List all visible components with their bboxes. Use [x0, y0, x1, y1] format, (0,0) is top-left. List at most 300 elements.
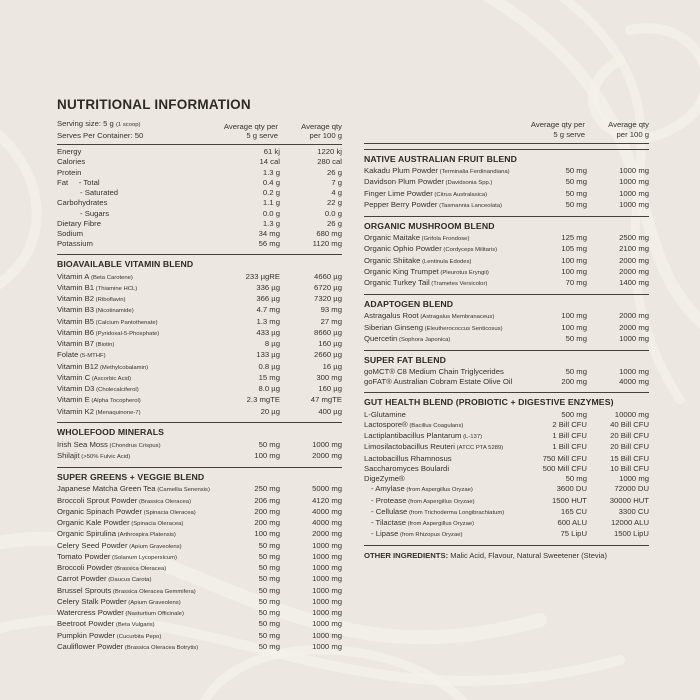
- table-row: [57, 294, 342, 305]
- table-row: [364, 518, 649, 529]
- ingredient-latin-name: (from Aspergillus Oryzae): [406, 498, 475, 505]
- qty-per-100g: 300 mg: [316, 372, 342, 382]
- ingredient-name: Broccoli Powder (Brassica Oleracea): [57, 563, 167, 573]
- ingredient-name: Organic Ophio Powder (Cordyceps Militaris): [364, 244, 498, 254]
- other-ingredients-list: Malic Acid, Flavour, Natural Sweetener (Stevia): [448, 551, 607, 560]
- qty-per-serve: 75 LipU: [560, 529, 587, 539]
- ingredient-name: Limosilactobacillus Reuteri (ATCC PTA 5289): [364, 442, 504, 452]
- ingredient-name: Tomato Powder (Solanum Lycopersicum): [57, 551, 177, 561]
- qty-per-serve: 125 mg: [561, 233, 587, 242]
- right-sections: [364, 149, 649, 541]
- ingredient-name: DigeZyme®: [364, 474, 405, 483]
- qty-per-serve: 1 Bill CFU: [552, 431, 587, 440]
- serving-size-line: Serving size: 5 g (1 scoop): [57, 119, 141, 128]
- qty-per-100g: 160 µg: [318, 384, 342, 394]
- ingredient-latin-name: (Pyridoxal-5-Phosphate): [94, 330, 160, 337]
- ingredient-name: Kakadu Plum Powder (Terminalia Ferdinandiana): [364, 166, 510, 175]
- section-wholefood-minerals: [57, 422, 342, 462]
- qty-per-100g: 4000 mg: [619, 377, 649, 387]
- section-native-australian-fruit-blend: [364, 149, 649, 212]
- ingredient-latin-name: (Biotin): [94, 342, 115, 349]
- ingredient-name: Pumpkin Powder (Cucurbita Pepo): [57, 630, 162, 640]
- ingredient-name: Organic King Trumpet (Pleurotus Eryngii): [364, 266, 489, 276]
- ingredient-name: Lactobacillus Rhamnosus: [364, 453, 452, 463]
- ingredient-name: Fat - Total: [57, 177, 100, 187]
- qty-per-serve: 233 µgRE: [245, 271, 280, 281]
- qty-per-100g: 1000 mg: [619, 177, 649, 187]
- ingredient-name: Vitamin B1 (Thiamine HCL): [57, 282, 138, 292]
- qty-per-serve: 50 mg: [258, 608, 280, 618]
- table-row: [57, 574, 342, 585]
- qty-per-100g: 26 g: [327, 218, 342, 228]
- qty-per-100g: 16 µg: [322, 361, 342, 371]
- serves-per-container-line: Serves Per Container: 50: [57, 130, 144, 140]
- qty-per-100g-header: Average qty per 100 g: [301, 121, 342, 141]
- ingredient-latin-name: (Apium Graveolens): [127, 543, 182, 550]
- section-header: ADAPTOGEN BLEND: [364, 298, 454, 309]
- qty-per-100g: 1000 mg: [312, 619, 342, 629]
- ingredient-name: Celery Stalk Powder (Apium Graveolens): [57, 596, 181, 606]
- table-row: [57, 328, 342, 339]
- qty-per-serve: 100 mg: [561, 322, 587, 332]
- ingredient-latin-name: (from Trichoderma Longibrachiatum): [407, 509, 505, 516]
- ingredient-latin-name: (Davidsonia Spp.): [443, 180, 493, 187]
- qty-per-100g: 7320 µg: [314, 294, 342, 304]
- section-super-fat-blend: [364, 350, 649, 388]
- table-row: [364, 367, 649, 377]
- qty-per-serve: 1.3 mg: [256, 316, 280, 326]
- ingredient-latin-name: (Tasmannia Lanceolata): [437, 202, 503, 209]
- ingredient-latin-name: (Astragalus Membranaceus): [418, 314, 495, 321]
- ingredient-name: Organic Spirulina (Arthrospira Platensis): [57, 529, 176, 539]
- table-row: [364, 267, 649, 278]
- qty-per-100g: 0.0 g: [324, 208, 342, 218]
- ingredient-name: Carrot Powder (Daucus Carota): [57, 574, 152, 584]
- ingredient-name: Organic Kale Powder (Spinacia Oleracea): [57, 518, 184, 528]
- table-row: [57, 631, 342, 642]
- ingredient-latin-name: (ATCC PTA 5289): [455, 445, 504, 452]
- qty-per-serve: 1500 HUT: [551, 495, 587, 505]
- ingredient-latin-name: (Spinacia Oleracea): [129, 521, 184, 528]
- table-row: [57, 395, 342, 406]
- qty-per-100g: 160 µg: [318, 339, 342, 349]
- qty-per-100g: 22 g: [327, 198, 342, 208]
- ingredient-latin-name: (Spinacia Oleracea): [142, 509, 196, 516]
- table-row: [364, 529, 649, 540]
- table-row: [364, 474, 649, 484]
- qty-per-serve: 50 mg: [565, 199, 587, 209]
- qty-per-serve: 50 mg: [258, 551, 280, 561]
- ingredient-name: Lactospore® (Bacillus Coagulans): [364, 419, 464, 429]
- table-row: [57, 586, 342, 597]
- qty-per-100g: 1000 mg: [312, 540, 342, 550]
- section-gut-health-blend-probiotic-digestive-enzymes: [364, 392, 649, 541]
- qty-per-100g: 40 Bill CFU: [610, 419, 649, 429]
- ingredient-name: Celery Seed Powder (Apium Graveolens): [57, 540, 182, 550]
- ingredient-latin-name: (Apium Graveolens): [126, 599, 181, 606]
- other-ingredients-line: [364, 551, 649, 560]
- ingredient-latin-name: (Chondrus Crispus): [107, 442, 161, 449]
- ingredient-name: - Cellulase (from Trichoderma Longibrachiatum): [371, 506, 505, 516]
- table-row: [57, 642, 342, 653]
- section-super-greens-veggie-blend: [57, 467, 342, 653]
- table-row: [57, 219, 342, 229]
- qty-per-100g: 4000 mg: [312, 518, 342, 528]
- table-row: [364, 484, 649, 495]
- ingredient-latin-name: (Ascorbic Acid): [90, 375, 132, 382]
- ingredient-latin-name: (Camellia Senensis): [155, 487, 210, 494]
- qty-per-100g: 72000 DU: [614, 484, 649, 494]
- table-row: [57, 484, 342, 495]
- section-header: GUT HEALTH BLEND (PROBIOTIC + DIGESTIVE ENZYMES): [364, 397, 614, 407]
- serving-info: [57, 119, 214, 141]
- qty-per-serve: 100 mg: [561, 255, 587, 265]
- qty-per-serve: 366 µg: [256, 294, 280, 304]
- qty-per-100g: 1000 mg: [619, 367, 649, 376]
- ingredient-name: Vitamin E (Alpha Tocopherol): [57, 395, 141, 405]
- ingredient-latin-name: (Cordyceps Militaris): [441, 247, 498, 254]
- qty-per-100g: 4000 mg: [312, 506, 342, 516]
- table-row: [57, 440, 342, 451]
- qty-per-serve-header: Average qty per 5 g serve: [223, 121, 278, 141]
- table-row: [364, 410, 649, 420]
- table-row: [57, 178, 342, 188]
- table-row: [364, 496, 649, 507]
- ingredient-latin-name: (Bacillus Coagulans): [407, 422, 464, 429]
- qty-per-serve: 1.3 g: [262, 218, 280, 228]
- section-organic-mushroom-blend: [364, 216, 649, 290]
- ingredient-latin-name: (Citrus Australasica): [432, 191, 488, 198]
- qty-per-100g: 10 Bill CFU: [610, 463, 649, 473]
- qty-per-serve: 100 mg: [254, 451, 280, 461]
- table-row: [364, 256, 649, 267]
- ingredient-name: Brussel Sprouts (Brassica Oleracea Gemmifera): [57, 585, 196, 595]
- qty-per-serve: 61 kj: [263, 147, 280, 157]
- qty-per-100g: 4660 µg: [314, 271, 342, 281]
- table-row: [364, 431, 649, 442]
- table-row: [57, 563, 342, 574]
- qty-per-100g: 400 µg: [318, 406, 342, 416]
- right-column-header: [364, 119, 649, 144]
- ingredient-name: - Lipase (from Rhizopus Oryzae): [371, 529, 463, 539]
- qty-per-100g: 2000 mg: [619, 322, 649, 332]
- qty-per-serve: 3600 DU: [556, 484, 587, 494]
- qty-per-serve: 20 µg: [260, 406, 280, 416]
- ingredient-name: goMCT® C8 Medium Chain Triglycerides: [364, 367, 504, 376]
- ingredient-name: Siberian Ginseng (Eleutherococcus Senticosus): [364, 322, 503, 332]
- qty-per-serve: 1.1 g: [262, 198, 280, 208]
- ingredient-latin-name: (Lentinula Edodes): [420, 258, 472, 265]
- table-row: [364, 442, 649, 453]
- ingredient-name: Vitamin A (Beta Carotene): [57, 271, 133, 281]
- ingredient-name: Beetroot Powder (Beta Vulgaris): [57, 619, 155, 629]
- qty-per-100g: 2660 µg: [314, 350, 342, 360]
- qty-per-100g: 1220 kj: [317, 147, 342, 157]
- qty-per-serve: 15 mg: [258, 372, 280, 382]
- qty-per-100g: 2000 mg: [619, 266, 649, 276]
- table-row: [364, 200, 649, 211]
- qty-per-serve: 50 mg: [258, 563, 280, 573]
- table-row: [364, 420, 649, 431]
- ingredient-name: Organic Shiitake (Lentinula Edodes): [364, 255, 472, 265]
- qty-per-serve: 50 mg: [565, 177, 587, 187]
- qty-per-100g: 20 Bill CFU: [610, 442, 649, 452]
- qty-per-100g: 1000 mg: [619, 199, 649, 209]
- qty-per-100g: 680 mg: [316, 229, 342, 239]
- ingredient-name: Cauliflower Powder (Brassica Oleracea Botrytis): [57, 641, 199, 651]
- ingredient-latin-name: (Nasturtium Officinale): [123, 611, 184, 618]
- qty-per-100g: 1000 mg: [312, 630, 342, 640]
- nutrition-panel: [57, 97, 649, 653]
- table-row: [57, 209, 342, 219]
- ingredient-name: Vitamin B12 (Methylcobalamin): [57, 361, 149, 371]
- qty-per-serve: 50 mg: [258, 619, 280, 629]
- table-row: [364, 377, 649, 387]
- section-header: NATIVE AUSTRALIAN FRUIT BLEND: [364, 153, 517, 164]
- qty-per-100g: 8660 µg: [314, 327, 342, 337]
- table-row: [57, 188, 342, 198]
- ingredient-latin-name: (L-137): [461, 434, 483, 440]
- ingredient-latin-name: (from Aspergillus Oryzae): [404, 487, 473, 494]
- qty-per-serve: 50 mg: [258, 596, 280, 606]
- section-header: ORGANIC MUSHROOM BLEND: [364, 220, 495, 231]
- qty-per-serve: 8.0 µg: [258, 384, 280, 394]
- table-row: [364, 166, 649, 177]
- ingredient-name: Energy: [57, 147, 82, 157]
- qty-per-serve: 165 CU: [560, 506, 587, 516]
- qty-per-100g: 1000 mg: [312, 563, 342, 573]
- qty-per-100g: 2100 mg: [619, 244, 649, 254]
- ingredient-name: Astragalus Root (Astragalus Membranaceus): [364, 311, 495, 321]
- ingredient-name: Watercress Powder (Nasturtium Officinale): [57, 608, 184, 618]
- table-row: [57, 362, 342, 373]
- section-header: SUPER GREENS + VEGGIE BLEND: [57, 471, 205, 482]
- ingredient-latin-name: (Thiamine HCL): [94, 285, 138, 292]
- qty-per-serve: 100 mg: [561, 311, 587, 321]
- qty-per-100g: 1000 mg: [312, 439, 342, 449]
- ingredient-latin-name: (Arthrospira Platensis): [115, 532, 176, 539]
- qty-per-100g: 4 g: [331, 188, 342, 198]
- ingredient-name: goFAT® Australian Cobram Estate Olive Oil: [364, 377, 513, 387]
- qty-per-serve: 56 mg: [258, 239, 280, 249]
- qty-per-serve: 133 µg: [256, 350, 280, 360]
- qty-per-serve: 0.8 µg: [258, 361, 280, 371]
- table-row: [57, 229, 342, 239]
- table-row: [57, 496, 342, 507]
- qty-per-serve: 50 mg: [258, 540, 280, 550]
- qty-per-serve: 50 mg: [258, 630, 280, 640]
- qty-per-serve: 50 mg: [565, 474, 587, 483]
- qty-per-serve: 500 mg: [561, 409, 587, 419]
- table-row: [364, 454, 649, 464]
- qty-per-100g: 1000 mg: [619, 166, 649, 175]
- qty-per-100g: 10000 mg: [614, 409, 649, 419]
- qty-per-100g: 1000 mg: [619, 333, 649, 343]
- table-row: [364, 334, 649, 345]
- ingredient-latin-name: (from Rhizopus Oryzae): [398, 532, 463, 539]
- ingredient-name: Finger Lime Powder (Citrus Australasica): [364, 188, 488, 198]
- table-row: [57, 384, 342, 395]
- qty-per-100g: 27 mg: [320, 316, 342, 326]
- table-row: [57, 507, 342, 518]
- qty-per-100g: 15 Bill CFU: [610, 453, 649, 463]
- qty-per-serve: 0.2 g: [262, 188, 280, 198]
- qty-per-100g: 1000 mg: [312, 585, 342, 595]
- ingredient-name: Potassium: [57, 239, 93, 249]
- qty-per-serve: 50 mg: [565, 188, 587, 198]
- table-row: [364, 233, 649, 244]
- qty-per-100g: 1120 mg: [312, 239, 342, 249]
- qty-per-serve: 50 mg: [565, 166, 587, 175]
- other-ingredients-label: OTHER INGREDIENTS:: [364, 551, 449, 560]
- ingredient-name: Quercetin (Sophora Japonica): [364, 333, 451, 343]
- ingredient-latin-name: (Nicotinamide): [94, 308, 134, 315]
- table-row: [57, 451, 342, 462]
- table-row: [57, 608, 342, 619]
- table-row: [364, 311, 649, 322]
- ingredient-latin-name: (Calcium Pantothenate): [94, 319, 158, 326]
- qty-per-serve: 0.0 g: [262, 208, 280, 218]
- ingredient-latin-name: (Solanum Lycopersicum): [110, 554, 177, 561]
- table-row: [57, 198, 342, 208]
- qty-per-100g: 1000 mg: [312, 641, 342, 651]
- table-row: [57, 597, 342, 608]
- ingredient-latin-name: (Sophora Japonica): [397, 336, 451, 343]
- table-row: [57, 552, 342, 563]
- ingredient-latin-name: (Daucus Carota): [106, 577, 152, 584]
- qty-per-100g-header: Average qty per 100 g: [608, 120, 649, 140]
- qty-per-100g: 93 mg: [320, 305, 342, 315]
- table-row: [364, 177, 649, 188]
- qty-per-serve: 70 mg: [565, 278, 587, 287]
- ingredient-name: - Protease (from Aspergillus Oryzae): [371, 495, 475, 505]
- table-row: [57, 407, 342, 418]
- left-column-header: [57, 119, 342, 145]
- ingredient-name: Carbohydrates: [57, 198, 108, 208]
- qty-per-100g: 30000 HUT: [609, 495, 649, 505]
- ingredient-name: Broccoli Sprout Powder (Brassica Oleracea): [57, 495, 192, 505]
- table-row: [57, 317, 342, 328]
- qty-per-100g: 2500 mg: [619, 233, 649, 242]
- qty-per-100g: 1000 mg: [312, 608, 342, 618]
- qty-per-serve: 1 Bill CFU: [552, 442, 587, 452]
- ingredient-latin-name: (Menaquinone-7): [94, 409, 141, 416]
- table-row: [364, 189, 649, 200]
- ingredient-name: Dietary Fibre: [57, 218, 102, 228]
- section-header: BIOAVAILABLE VITAMIN BLEND: [57, 259, 194, 270]
- table-row: [57, 541, 342, 552]
- qty-per-serve: 600 ALU: [557, 518, 587, 527]
- ingredient-name: - Sugars: [80, 208, 110, 218]
- table-row: [57, 157, 342, 167]
- qty-per-100g: 1000 mg: [619, 188, 649, 198]
- ingredient-latin-name: (Brassica Oleracea): [112, 566, 167, 573]
- ingredient-latin-name: (Trametes Versicolor): [429, 281, 488, 287]
- qty-per-serve: 500 Mill CFU: [542, 463, 587, 473]
- qty-per-serve: 200 mg: [561, 377, 587, 387]
- table-row: [364, 323, 649, 334]
- section-divider: [364, 545, 649, 546]
- qty-per-serve-header: Average qty per 5 g serve: [530, 120, 585, 140]
- qty-per-serve: 750 Mill CFU: [542, 453, 587, 463]
- table-row: [57, 339, 342, 350]
- left-column: [57, 119, 342, 653]
- ingredient-name: Lactiplantibacillus Plantarum (L-137): [364, 431, 483, 440]
- qty-per-serve: 100 mg: [254, 529, 280, 539]
- table-row: [364, 244, 649, 255]
- ingredient-name: Davidson Plum Powder (Davidsonia Spp.): [364, 177, 493, 187]
- ingredient-name: Vitamin B2 (Riboflavin): [57, 294, 126, 304]
- ingredient-latin-name: (>50% Fulvic Acid): [79, 454, 131, 461]
- ingredient-latin-name: (Brassica Oleracea Botrytis): [123, 644, 199, 651]
- table-row: [57, 147, 342, 157]
- ingredient-name: Organic Maitake (Grifola Frondose): [364, 233, 470, 242]
- ingredient-latin-name: (Eleutherococcus Senticosus): [422, 325, 503, 332]
- ingredient-name: - Saturated: [80, 188, 119, 198]
- ingredient-latin-name: (Beta Carotene): [89, 274, 133, 281]
- ingredient-latin-name: (Methylcobalamin): [98, 364, 149, 371]
- ingredient-name: - Tilactase (from Aspergillus Oryzae): [371, 518, 475, 527]
- serving-scoop-note: (1 scoop): [115, 122, 141, 128]
- table-row: [57, 305, 342, 316]
- qty-per-100g: 1000 mg: [312, 574, 342, 584]
- qty-per-serve: 50 mg: [258, 641, 280, 651]
- right-column: [364, 119, 649, 653]
- qty-per-100g: 1000 mg: [312, 596, 342, 606]
- qty-per-serve: 50 mg: [565, 367, 587, 376]
- qty-per-serve: 50 mg: [565, 333, 587, 343]
- qty-per-100g: 4120 mg: [312, 495, 342, 505]
- qty-per-100g: 26 g: [327, 167, 342, 177]
- ingredient-latin-name: (5-MTHF): [78, 353, 106, 360]
- ingredient-latin-name: (Alpha Tocopherol): [89, 398, 141, 405]
- ingredient-latin-name: (Beta Vulgaris): [114, 622, 155, 629]
- qty-per-100g: 2000 mg: [312, 451, 342, 461]
- ingredient-name: Vitamin C (Ascorbic Acid): [57, 372, 132, 382]
- qty-per-100g: 3300 CU: [618, 506, 649, 516]
- ingredient-name: Sodium: [57, 229, 84, 239]
- qty-per-serve: 200 mg: [254, 506, 280, 516]
- qty-per-100g: 20 Bill CFU: [610, 431, 649, 440]
- section-header: WHOLEFOOD MINERALS: [57, 427, 165, 438]
- qty-per-100g: 6720 µg: [314, 282, 342, 292]
- qty-per-100g: 2000 mg: [619, 311, 649, 321]
- qty-per-serve: 50 mg: [258, 585, 280, 595]
- table-row: [364, 464, 649, 474]
- ingredient-name: Vitamin D3 (Cholecalciferol): [57, 384, 139, 394]
- qty-per-serve: 50 mg: [258, 574, 280, 584]
- qty-per-serve: 4.7 mg: [256, 305, 280, 315]
- table-row: [57, 168, 342, 178]
- ingredient-name: Calories: [57, 157, 86, 167]
- table-row: [364, 507, 649, 518]
- table-row: [57, 272, 342, 283]
- qty-per-serve: 1.3 g: [262, 167, 280, 177]
- panel-columns: [57, 119, 649, 653]
- qty-per-100g: 7 g: [331, 177, 342, 187]
- ingredient-latin-name: (Brassica Oleracea Gemmifera): [111, 588, 196, 595]
- qty-per-100g: 5000 mg: [312, 484, 342, 494]
- qty-per-100g: 2000 mg: [619, 255, 649, 265]
- qty-per-100g: 1000 mg: [619, 474, 649, 483]
- qty-per-100g: 1400 mg: [619, 278, 649, 287]
- ingredient-latin-name: (Pleurotus Eryngii): [438, 269, 489, 276]
- table-row: [57, 373, 342, 384]
- qty-per-serve: 14 cal: [259, 157, 280, 167]
- qty-per-100g: 2000 mg: [312, 529, 342, 539]
- table-row: [57, 350, 342, 361]
- ingredient-name: Protein: [57, 167, 82, 177]
